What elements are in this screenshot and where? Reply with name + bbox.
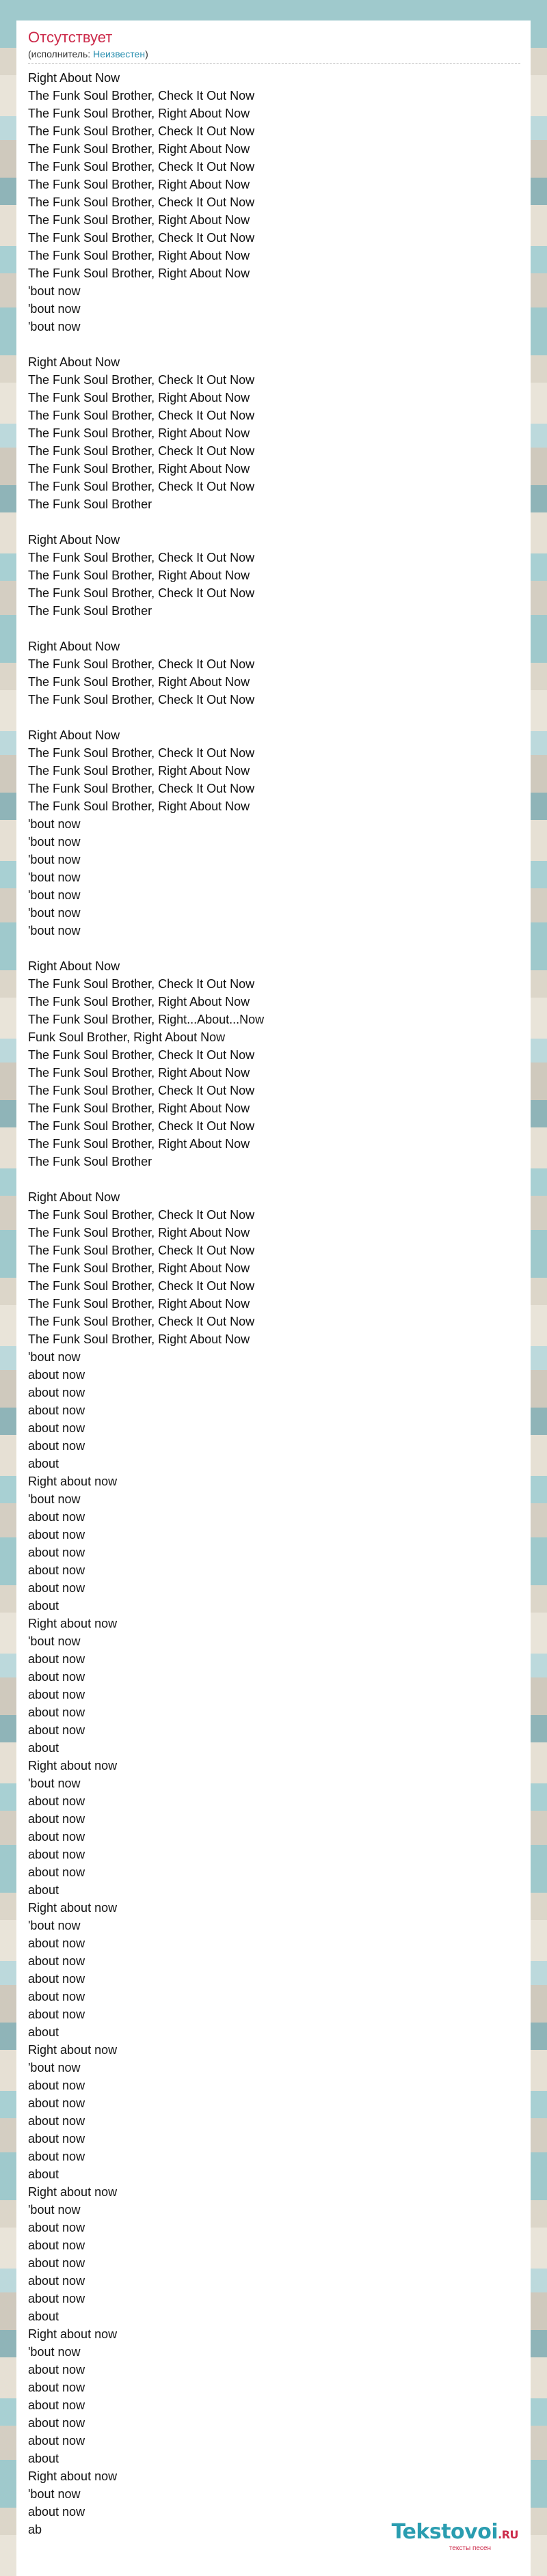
lyric-line: 'bout now xyxy=(28,1634,81,1648)
lyric-line: 'bout now xyxy=(28,1919,81,1932)
lyric-line: The Funk Soul Brother, Check It Out Now xyxy=(28,1084,255,1097)
lyric-line: The Funk Soul Brother, Check It Out Now xyxy=(28,1244,255,1257)
lyric-line: about now xyxy=(28,2079,85,2092)
lyric-line: Right About Now xyxy=(28,728,120,742)
lyric-line: about now xyxy=(28,2274,85,2288)
lyric-line: The Funk Soul Brother, Right About Now xyxy=(28,675,250,689)
lyric-line: 'bout now xyxy=(28,924,81,937)
lyric-line: about now xyxy=(28,1972,85,1986)
lyric-line: about now xyxy=(28,1652,85,1666)
lyric-line: about now xyxy=(28,1546,85,1559)
lyric-line: The Funk Soul Brother, Check It Out Now xyxy=(28,1119,255,1133)
lyric-line: 'bout now xyxy=(28,302,81,316)
lyric-line: Right about now xyxy=(28,2469,118,2483)
lyric-line: The Funk Soul Brother, Right About Now xyxy=(28,568,250,582)
lyric-line: 'bout now xyxy=(28,284,81,298)
lyric-line: Right about now xyxy=(28,1617,118,1630)
lyric-line: about now xyxy=(28,1439,85,1453)
lyric-line: The Funk Soul Brother, Right About Now xyxy=(28,1066,250,1080)
lyric-line: The Funk Soul Brother, Check It Out Now xyxy=(28,1315,255,1328)
lyric-line: The Funk Soul Brother, Check It Out Now xyxy=(28,977,255,991)
lyric-line: The Funk Soul Brother, Right About Now xyxy=(28,462,250,476)
lyric-line: 'bout now xyxy=(28,2487,81,2501)
lyric-line: about now xyxy=(28,1688,85,1701)
lyric-line: Right About Now xyxy=(28,533,120,547)
lyric-line: 'bout now xyxy=(28,817,81,831)
lyric-line: The Funk Soul Brother, Check It Out Now xyxy=(28,373,255,387)
lyric-line xyxy=(28,709,531,726)
lyrics-body xyxy=(16,64,531,2538)
lyric-line: The Funk Soul Brother, Right About Now xyxy=(28,213,250,227)
lyric-line: The Funk Soul Brother, Right About Now xyxy=(28,799,250,813)
logo-tagline: тексты песен xyxy=(449,2545,491,2552)
lyric-line: 'bout now xyxy=(28,1777,81,1790)
lyric-line: The Funk Soul Brother, Check It Out Now xyxy=(28,746,255,760)
lyric-line: about now xyxy=(28,2292,85,2305)
lyric-line: about xyxy=(28,1599,59,1613)
lyric-line: about now xyxy=(28,2221,85,2234)
lyric-line: about now xyxy=(28,1794,85,1808)
lyric-line: The Funk Soul Brother, Check It Out Now xyxy=(28,693,255,707)
lyric-line: about xyxy=(28,2025,59,2039)
lyric-line: Right about now xyxy=(28,1901,118,1915)
lyric-line: about now xyxy=(28,2398,85,2412)
lyric-line: about xyxy=(28,2167,59,2181)
lyric-line: about xyxy=(28,1883,59,1897)
lyric-line: The Funk Soul Brother, Check It Out Now xyxy=(28,551,255,564)
lyric-line: 'bout now xyxy=(28,1350,81,1364)
lyric-line: about now xyxy=(28,1990,85,2003)
lyric-line: about now xyxy=(28,1936,85,1950)
lyric-line: The Funk Soul Brother, Right About Now xyxy=(28,1332,250,1346)
lyric-line: 'bout now xyxy=(28,871,81,884)
lyric-line: about now xyxy=(28,2256,85,2270)
lyric-line: about now xyxy=(28,1723,85,1737)
lyric-line: Right about now xyxy=(28,1759,118,1772)
lyric-line: about now xyxy=(28,1848,85,1861)
lyric-line: about now xyxy=(28,2008,85,2021)
lyric-line: about now xyxy=(28,2381,85,2394)
site-logo[interactable] xyxy=(392,2521,518,2552)
lyric-line: about now xyxy=(28,1421,85,1435)
lyric-line: The Funk Soul Brother, Right About Now xyxy=(28,1226,250,1239)
lyric-line xyxy=(28,620,531,638)
lyric-line: about now xyxy=(28,2096,85,2110)
lyric-line: ab xyxy=(28,2523,42,2536)
artist-suffix: ) xyxy=(145,49,148,59)
lyric-line: Right about now xyxy=(28,2043,118,2057)
lyric-line: The Funk Soul Brother, Right About Now xyxy=(28,142,250,156)
lyric-line: 'bout now xyxy=(28,2203,81,2217)
song-header xyxy=(16,20,531,64)
lyric-line: about now xyxy=(28,1670,85,1684)
artist-prefix: (исполнитель: xyxy=(28,49,94,59)
lyric-line: about now xyxy=(28,1581,85,1595)
lyric-line: The Funk Soul Brother, Right About Now xyxy=(28,178,250,191)
lyric-line: Right About Now xyxy=(28,959,120,973)
lyric-line: The Funk Soul Brother, Right...About...Now xyxy=(28,1013,265,1026)
lyric-line: The Funk Soul Brother, Check It Out Now xyxy=(28,409,255,422)
lyric-line: about now xyxy=(28,2238,85,2252)
lyric-line: about now xyxy=(28,2363,85,2376)
lyric-line: Right About Now xyxy=(28,355,120,369)
lyric-line: The Funk Soul Brother, Check It Out Now xyxy=(28,195,255,209)
lyric-line: The Funk Soul Brother, Right About Now xyxy=(28,266,250,280)
lyric-line: The Funk Soul Brother, Check It Out Now xyxy=(28,657,255,671)
lyric-line: about now xyxy=(28,1528,85,1542)
lyric-line: Funk Soul Brother, Right About Now xyxy=(28,1030,226,1044)
lyric-line xyxy=(28,513,531,531)
lyric-line: The Funk Soul Brother, Check It Out Now xyxy=(28,160,255,174)
lyric-line: about xyxy=(28,1741,59,1755)
lyric-line: about now xyxy=(28,2416,85,2430)
lyric-line: The Funk Soul Brother, Right About Now xyxy=(28,764,250,778)
lyric-line: The Funk Soul Brother, Check It Out Now xyxy=(28,124,255,138)
lyric-line: about now xyxy=(28,1705,85,1719)
lyric-line: The Funk Soul Brother, Check It Out Now xyxy=(28,586,255,600)
lyric-line: about now xyxy=(28,2114,85,2128)
lyric-line: The Funk Soul Brother xyxy=(28,497,152,511)
lyrics-page xyxy=(16,20,531,2576)
lyric-line: The Funk Soul Brother, Check It Out Now xyxy=(28,1279,255,1293)
lyric-line: The Funk Soul Brother, Check It Out Now xyxy=(28,1208,255,1222)
lyric-line: Right About Now xyxy=(28,1190,120,1204)
lyric-line: about now xyxy=(28,1368,85,1382)
song-title: Отсутствует xyxy=(28,29,113,46)
lyric-line: The Funk Soul Brother, Check It Out Now xyxy=(28,231,255,245)
artist-line xyxy=(28,48,520,64)
lyric-line: The Funk Soul Brother xyxy=(28,604,152,618)
lyric-line: The Funk Soul Brother, Right About Now xyxy=(28,249,250,262)
lyric-line: The Funk Soul Brother, Check It Out Now xyxy=(28,444,255,458)
lyric-line: 'bout now xyxy=(28,835,81,849)
lyric-line: about now xyxy=(28,2150,85,2163)
lyric-line: 'bout now xyxy=(28,906,81,920)
lyric-line: 'bout now xyxy=(28,888,81,902)
lyric-line: The Funk Soul Brother, Right About Now xyxy=(28,1261,250,1275)
lyric-line: Right About Now xyxy=(28,640,120,653)
lyric-line: Right about now xyxy=(28,2185,118,2199)
lyric-line: 'bout now xyxy=(28,1492,81,1506)
lyric-line: about now xyxy=(28,1510,85,1524)
lyric-line: The Funk Soul Brother, Right About Now xyxy=(28,426,250,440)
lyric-line: about now xyxy=(28,1403,85,1417)
lyric-line: The Funk Soul Brother, Right About Now xyxy=(28,107,250,120)
lyric-line: about now xyxy=(28,1865,85,1879)
lyric-line: The Funk Soul Brother, Right About Now xyxy=(28,1101,250,1115)
lyric-line: about now xyxy=(28,1386,85,1399)
lyric-line: about now xyxy=(28,1812,85,1826)
lyric-line xyxy=(28,335,531,353)
lyric-line: about xyxy=(28,2310,59,2323)
lyric-line: Right about now xyxy=(28,2327,118,2341)
lyric-line: The Funk Soul Brother, Check It Out Now xyxy=(28,89,255,102)
lyric-line: The Funk Soul Brother xyxy=(28,1155,152,1168)
lyric-line: 'bout now xyxy=(28,2061,81,2074)
lyric-line: The Funk Soul Brother, Right About Now xyxy=(28,1297,250,1311)
lyric-line: The Funk Soul Brother, Check It Out Now xyxy=(28,782,255,795)
lyric-line: about now xyxy=(28,1954,85,1968)
lyric-line: about xyxy=(28,2452,59,2465)
lyric-line xyxy=(28,940,531,957)
lyric-line: The Funk Soul Brother, Check It Out Now xyxy=(28,480,255,493)
lyric-line: about now xyxy=(28,1830,85,1844)
lyric-line: The Funk Soul Brother, Right About Now xyxy=(28,995,250,1009)
lyric-line: The Funk Soul Brother, Right About Now xyxy=(28,391,250,405)
lyric-line: about now xyxy=(28,2434,85,2448)
lyric-line: about now xyxy=(28,2132,85,2146)
lyric-line: 'bout now xyxy=(28,853,81,866)
lyric-line: about xyxy=(28,1457,59,1470)
artist-link[interactable]: Неизвестен xyxy=(93,49,146,59)
lyric-line: 'bout now xyxy=(28,2345,81,2359)
lyric-line xyxy=(28,1170,531,1188)
lyric-line: Right about now xyxy=(28,1475,118,1488)
lyric-line: about now xyxy=(28,1563,85,1577)
logo-wordmark: Tekstovoi.RU xyxy=(391,2520,518,2544)
lyric-line: Right About Now xyxy=(28,71,120,85)
lyric-line: The Funk Soul Brother, Right About Now xyxy=(28,1137,250,1151)
lyric-line: about now xyxy=(28,2505,85,2519)
lyric-line: The Funk Soul Brother, Check It Out Now xyxy=(28,1048,255,1062)
lyric-line: 'bout now xyxy=(28,320,81,333)
